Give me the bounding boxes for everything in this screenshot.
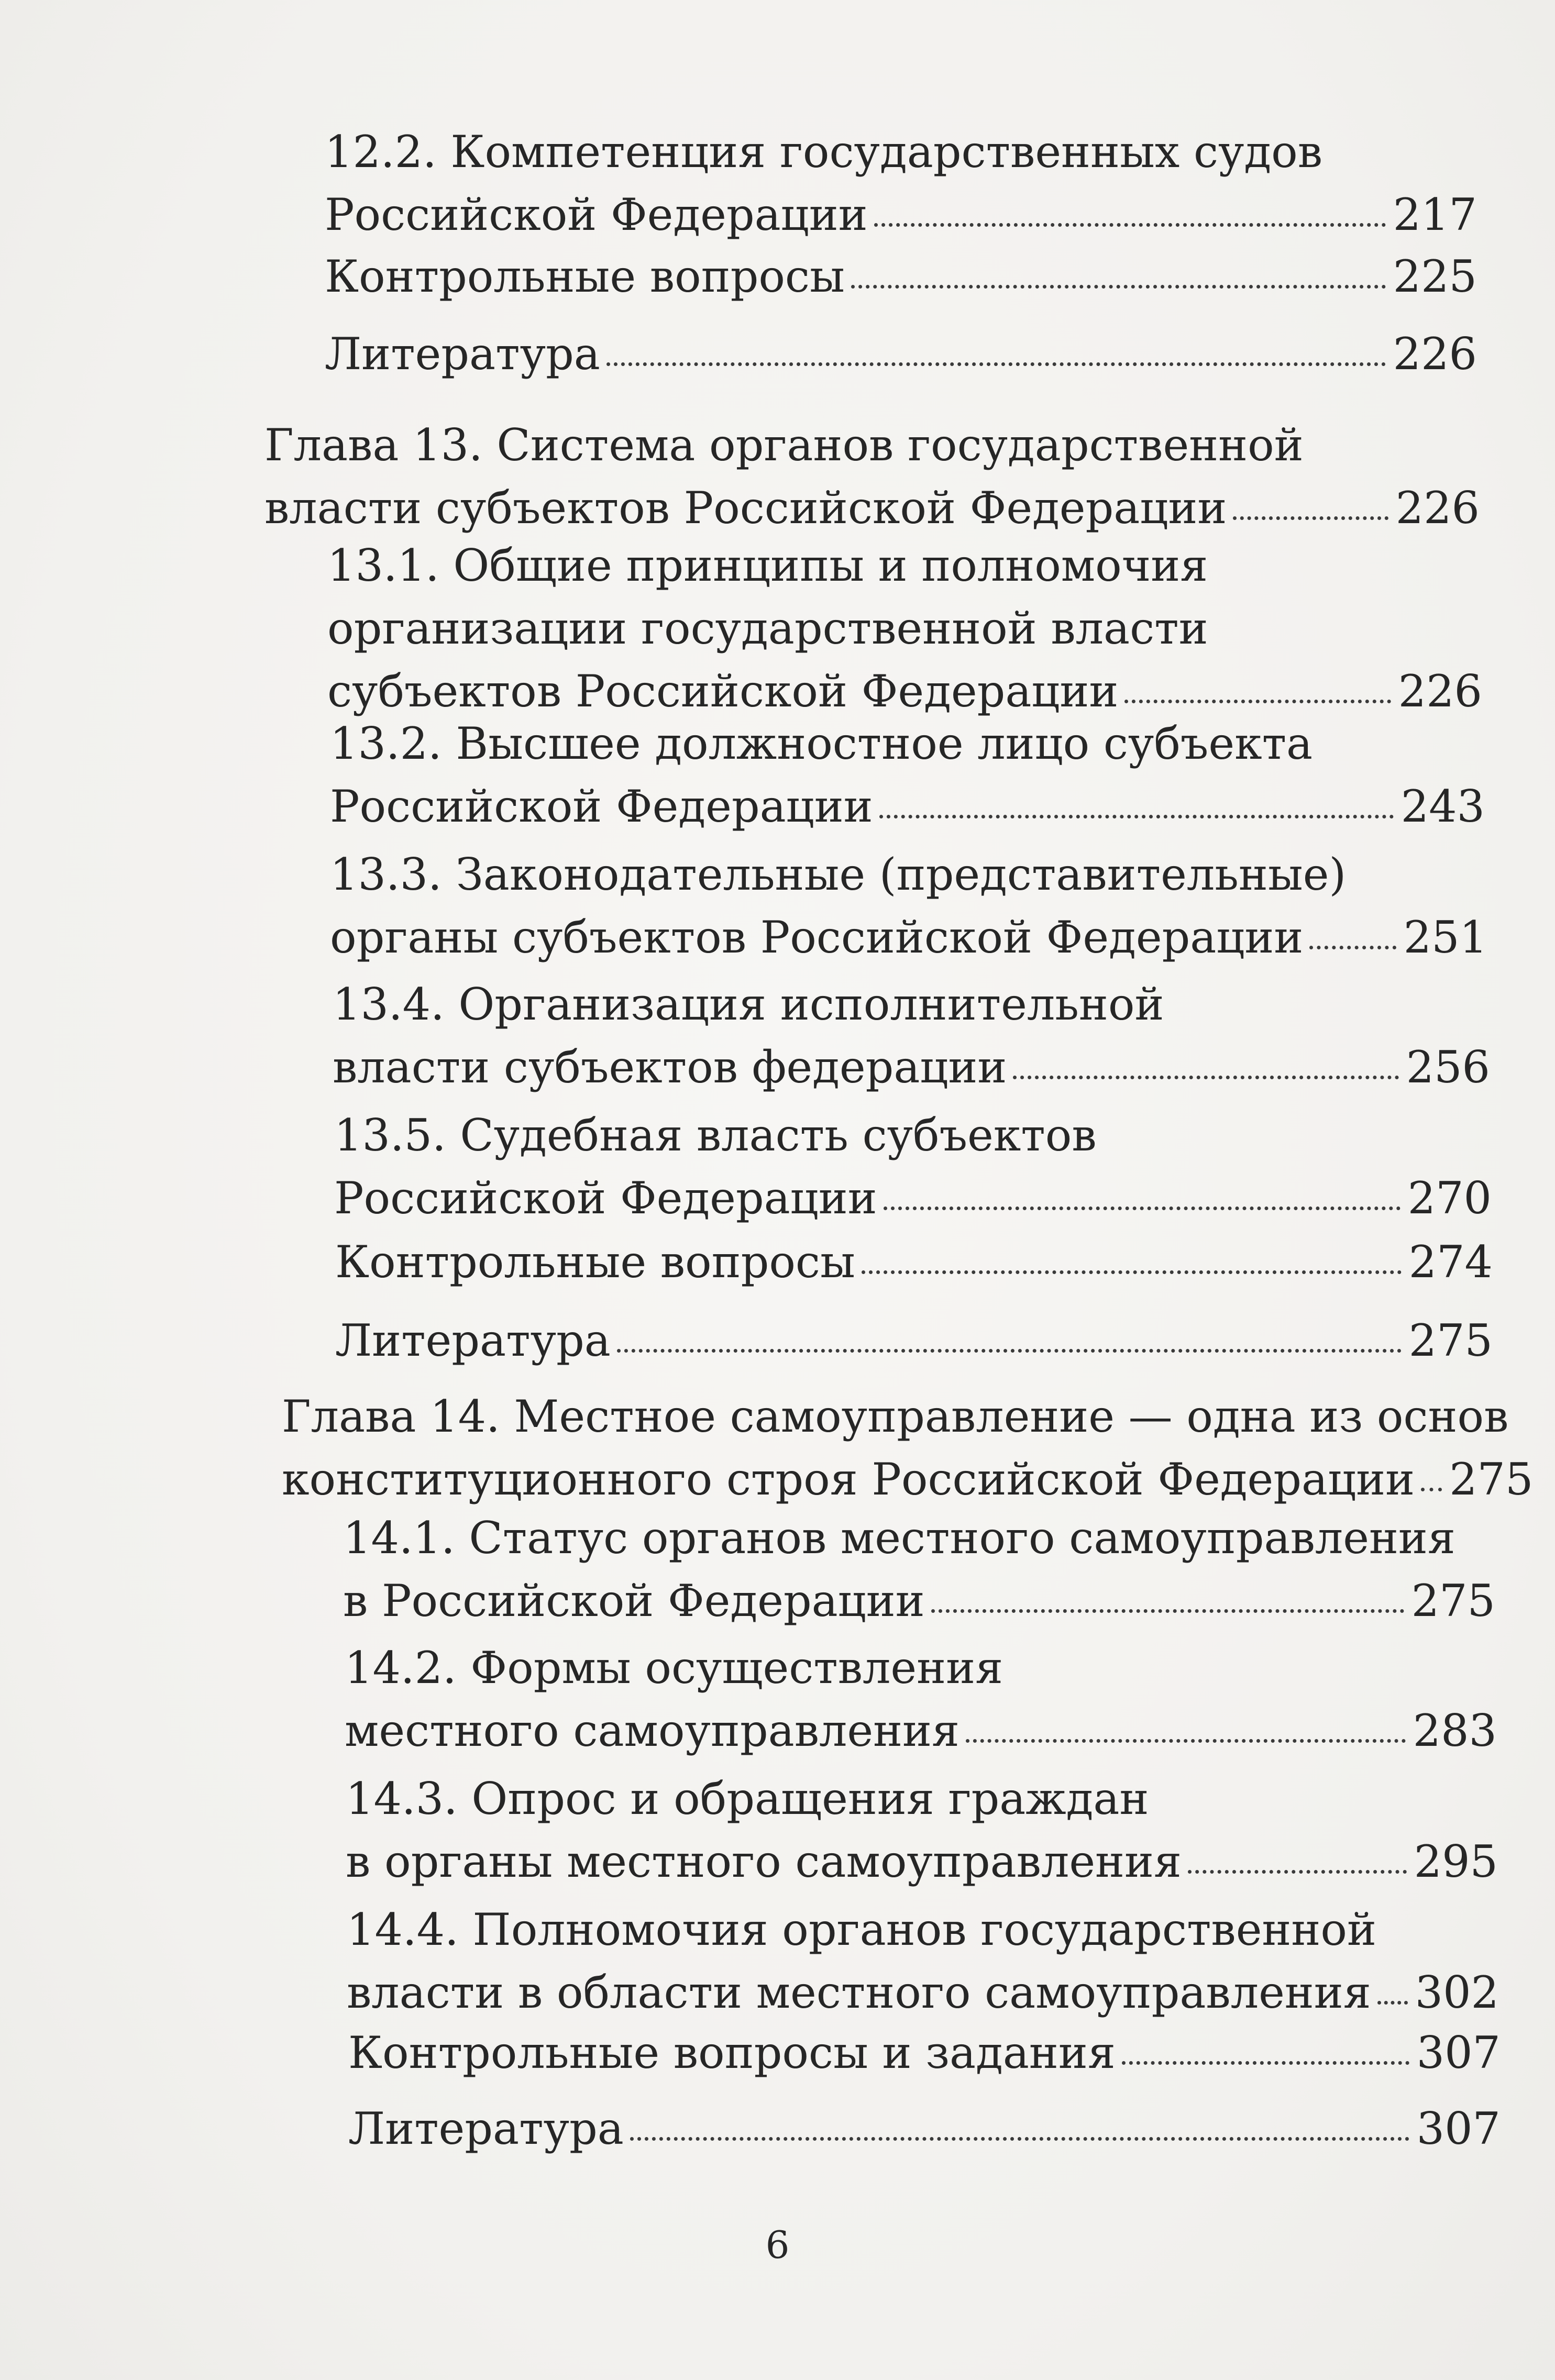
toc-entry-literature[interactable] [325, 323, 1477, 385]
dot-leader [1233, 511, 1388, 520]
toc-page-number: 226 [1395, 482, 1480, 534]
toc-page-number: 275 [1411, 1575, 1495, 1626]
toc-page-number: 270 [1407, 1172, 1492, 1224]
toc-entry-chapter-14[interactable] [282, 1385, 1534, 1511]
toc-page-number: 283 [1413, 1705, 1497, 1756]
toc-page-number: 274 [1408, 1236, 1493, 1288]
toc-page-number: 295 [1414, 1836, 1498, 1887]
toc-page-number: 307 [1416, 2027, 1501, 2078]
toc-page-number: 307 [1416, 2103, 1501, 2154]
toc-page-number: 256 [1406, 1042, 1490, 1093]
toc-entry-13-4[interactable] [333, 973, 1490, 1099]
toc-entry-literature[interactable] [348, 2097, 1501, 2160]
toc-entry-13-2[interactable] [330, 712, 1485, 838]
dot-leader [884, 1201, 1400, 1210]
toc-entry-title-line: субъектов Российской Федерации [327, 666, 1119, 717]
toc-page-number: 225 [1393, 251, 1477, 302]
toc-entry-13-3[interactable] [330, 843, 1487, 969]
toc-entry-title-line: Литература [348, 2103, 624, 2154]
toc-entry-review-questions-and-tasks[interactable] [348, 2021, 1501, 2084]
toc-entry-title-line: Контрольные вопросы [325, 251, 845, 302]
toc-page-number: 251 [1403, 912, 1487, 963]
dot-leader [851, 280, 1386, 289]
toc-entry-title-line: Контрольные вопросы и задания [348, 2027, 1116, 2078]
toc-page-number: 226 [1398, 666, 1482, 717]
toc-entry-title-line: местного самоуправления [345, 1705, 960, 1756]
dot-leader [617, 1344, 1402, 1353]
dot-leader [606, 357, 1386, 366]
dot-leader [1124, 694, 1391, 703]
toc-page-number: 217 [1393, 189, 1477, 240]
toc-entry-title-line: Российской Федерации [330, 781, 873, 832]
dot-leader [1377, 1996, 1408, 2005]
dot-leader [1421, 1482, 1442, 1491]
toc-entry-title-line: 13.2. Высшее должностное лицо субъекта [330, 718, 1313, 769]
toc-page-number: 302 [1415, 1967, 1499, 2018]
toc-entry-title-line: Российской Федерации [334, 1172, 877, 1224]
toc-entry-title-line: Глава 14. Местное самоуправление — одна из основ [282, 1391, 1509, 1442]
dot-leader [879, 810, 1394, 818]
dot-leader [630, 2132, 1409, 2141]
toc-entry-title-line: органы субъектов Российской Федерации [330, 912, 1304, 963]
toc-entry-13-5[interactable] [334, 1104, 1492, 1230]
toc-entry-title-line: власти субъектов Российской Федерации [264, 482, 1227, 534]
toc-entry-title-line: 13.1. Общие принципы и полномочия [327, 540, 1208, 591]
dot-leader [862, 1265, 1402, 1274]
dot-leader [966, 1734, 1406, 1743]
dot-leader [931, 1604, 1404, 1613]
toc-entry-14-1[interactable] [343, 1507, 1495, 1632]
toc-entry-title-line: власти субъектов федерации [333, 1042, 1007, 1093]
toc-page-number: 275 [1408, 1315, 1493, 1366]
toc-entry-review-questions[interactable] [325, 245, 1477, 308]
toc-entry-title-line: 14.3. Опрос и обращения граждан [346, 1773, 1149, 1824]
toc-entry-title-line: 14.2. Формы осуществления [345, 1642, 1003, 1693]
toc-entry-title-line: конституционного строя Российской Федерации [282, 1454, 1415, 1505]
dot-leader [1013, 1070, 1398, 1079]
toc-entry-13-1[interactable] [327, 534, 1482, 723]
toc-entry-title-line: Литература [335, 1315, 611, 1366]
toc-entry-title-line: Российской Федерации [325, 189, 868, 240]
page-number: 6 [765, 2223, 790, 2267]
toc-entry-title-line: организации государственной власти [327, 603, 1208, 654]
dot-leader [1188, 1865, 1407, 1874]
dot-leader [1309, 940, 1396, 949]
toc-entry-title-line: власти в области местного самоуправления [347, 1967, 1371, 2018]
toc-entry-literature[interactable] [335, 1309, 1493, 1372]
dot-leader [874, 218, 1386, 227]
toc-entry-12-2[interactable] [325, 120, 1477, 246]
toc-entry-title-line: 14.4. Полномочия органов государственной [347, 1904, 1376, 1955]
toc-entry-title-line: 13.3. Законодательные (представительные) [330, 849, 1347, 900]
toc-entry-review-questions[interactable] [335, 1231, 1493, 1293]
toc-entry-title-line: 14.1. Статус органов местного самоуправления [343, 1512, 1455, 1564]
toc-entry-title-line: в органы местного самоуправления [346, 1836, 1182, 1887]
toc-entry-title-line: в Российской Федерации [343, 1575, 925, 1626]
toc-entry-chapter-13[interactable] [264, 414, 1480, 539]
toc-entry-title-line: 13.5. Судебная власть субъектов [334, 1110, 1097, 1161]
toc-entry-14-4[interactable] [347, 1898, 1499, 2024]
toc-page-number: 275 [1449, 1454, 1534, 1505]
toc-entry-title-line: 12.2. Компетенция государственных судов [325, 126, 1323, 178]
toc-entry-title-line: Глава 13. Система органов государственной [264, 419, 1304, 471]
toc-page-number: 226 [1393, 328, 1477, 380]
toc-entry-14-2[interactable] [345, 1636, 1497, 1762]
toc-entry-14-3[interactable] [346, 1767, 1498, 1893]
toc-entry-title-line: Контрольные вопросы [335, 1236, 855, 1288]
toc-entry-title-line: 13.4. Организация исполнительной [333, 979, 1164, 1030]
dot-leader [1122, 2056, 1409, 2065]
toc-entry-title-line: Литература [325, 328, 600, 380]
toc-page-number: 243 [1400, 781, 1485, 832]
